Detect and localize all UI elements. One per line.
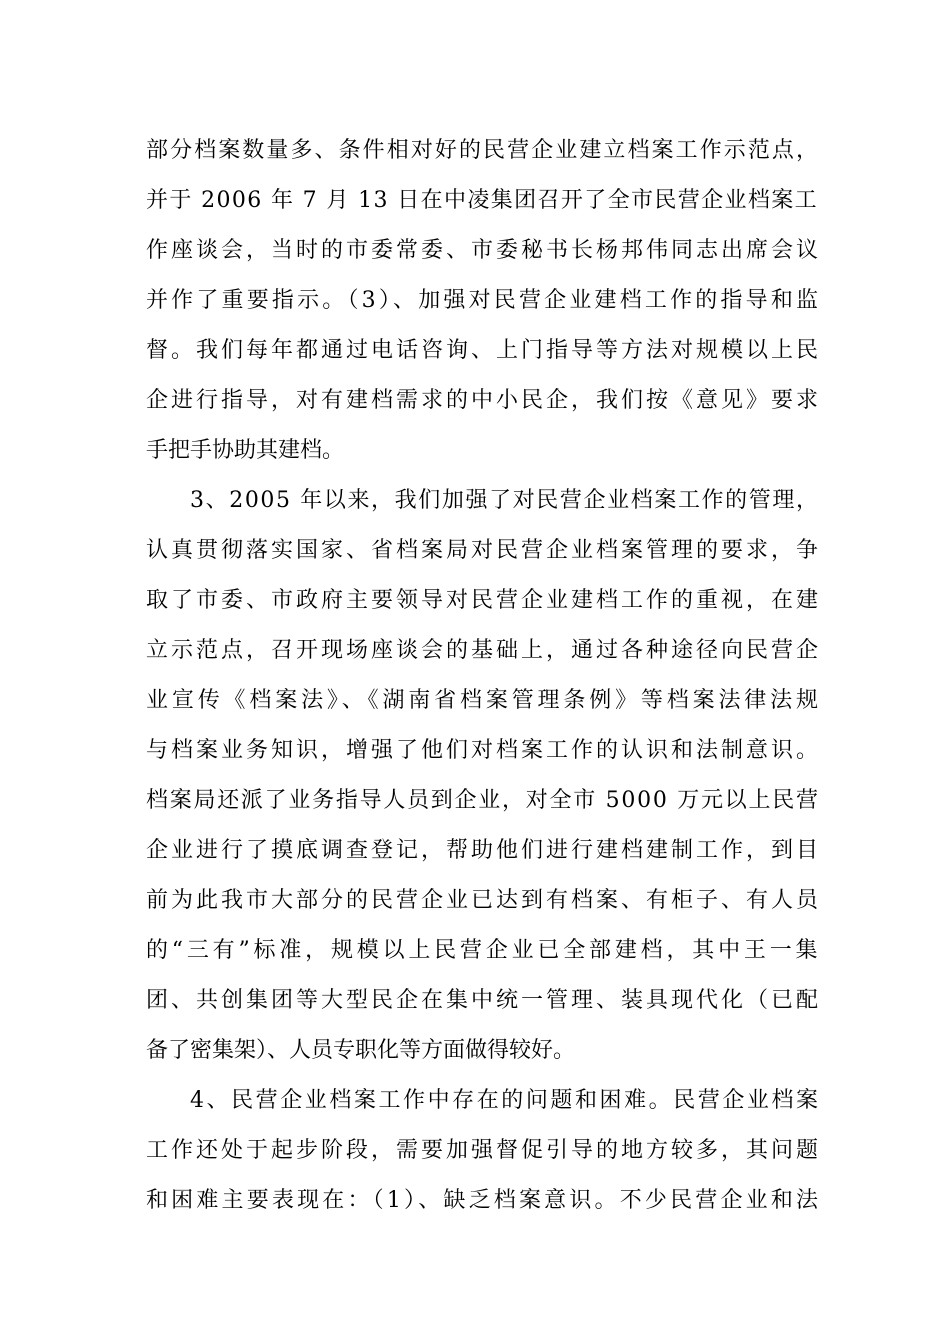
text-line: 并作了重要指示。（3）、加强对民营企业建档工作的指导和监 (146, 288, 822, 313)
text-line: 部分档案数量多、条件相对好的民营企业建立档案工作示范点， (146, 138, 821, 163)
text-line: 督。我们每年都通过电话咨询、上门指导等方法对规模以上民 (146, 338, 822, 363)
text-line: 认真贯彻落实国家、省档案局对民营企业档案管理的要求，争 (146, 538, 822, 563)
text-line: 立示范点，召开现场座谈会的基础上，通过各种途径向民营企 (146, 638, 822, 663)
document-body (146, 126, 822, 1226)
text-line: 档案局还派了业务指导人员到企业，对全市 5000 万元以上民营 (146, 788, 820, 813)
text-line: 并于 2006 年 7 月 13 日在中凌集团召开了全市民营企业档案工 (146, 188, 818, 213)
text-line: 备了密集架）、人员专职化等方面做得较好。 (146, 1038, 576, 1063)
text-line: 和困难主要表现在：（1）、缺乏档案意识。不少民营企业和法 (146, 1188, 822, 1213)
paragraph-first-line: 4、民营企业档案工作中存在的问题和困难。民营企业档案 (190, 1088, 821, 1113)
text-line: 取了市委、市政府主要领导对民营企业建档工作的重视，在建 (146, 588, 822, 613)
text-line: 手把手协助其建档。 (146, 438, 345, 463)
text-line: 与档案业务知识，增强了他们对档案工作的认识和法制意识。 (146, 738, 822, 763)
text-line: 工作还处于起步阶段，需要加强督促引导的地方较多，其问题 (146, 1138, 822, 1163)
text-line: 企业进行了摸底调查登记，帮助他们进行建档建制工作，到目 (146, 838, 822, 863)
text-line: 团、共创集团等大型民企在集中统一管理、装具现代化（已配 (146, 988, 822, 1013)
text-line: 作座谈会，当时的市委常委、市委秘书长杨邦伟同志出席会议 (146, 238, 822, 263)
text-line: 前为此我市大部分的民营企业已达到有档案、有柜子、有人员 (146, 888, 822, 913)
text-line: 的“三有”标准，规模以上民营企业已全部建档，其中王一集 (146, 938, 822, 963)
paragraph-first-line: 3、2005 年以来，我们加强了对民营企业档案工作的管理， (190, 488, 820, 513)
text-line: 企进行指导，对有建档需求的中小民企，我们按《意见》要求 (146, 388, 822, 413)
text-line: 业宣传《档案法》、《湖南省档案管理条例》等档案法律法规 (146, 688, 822, 713)
